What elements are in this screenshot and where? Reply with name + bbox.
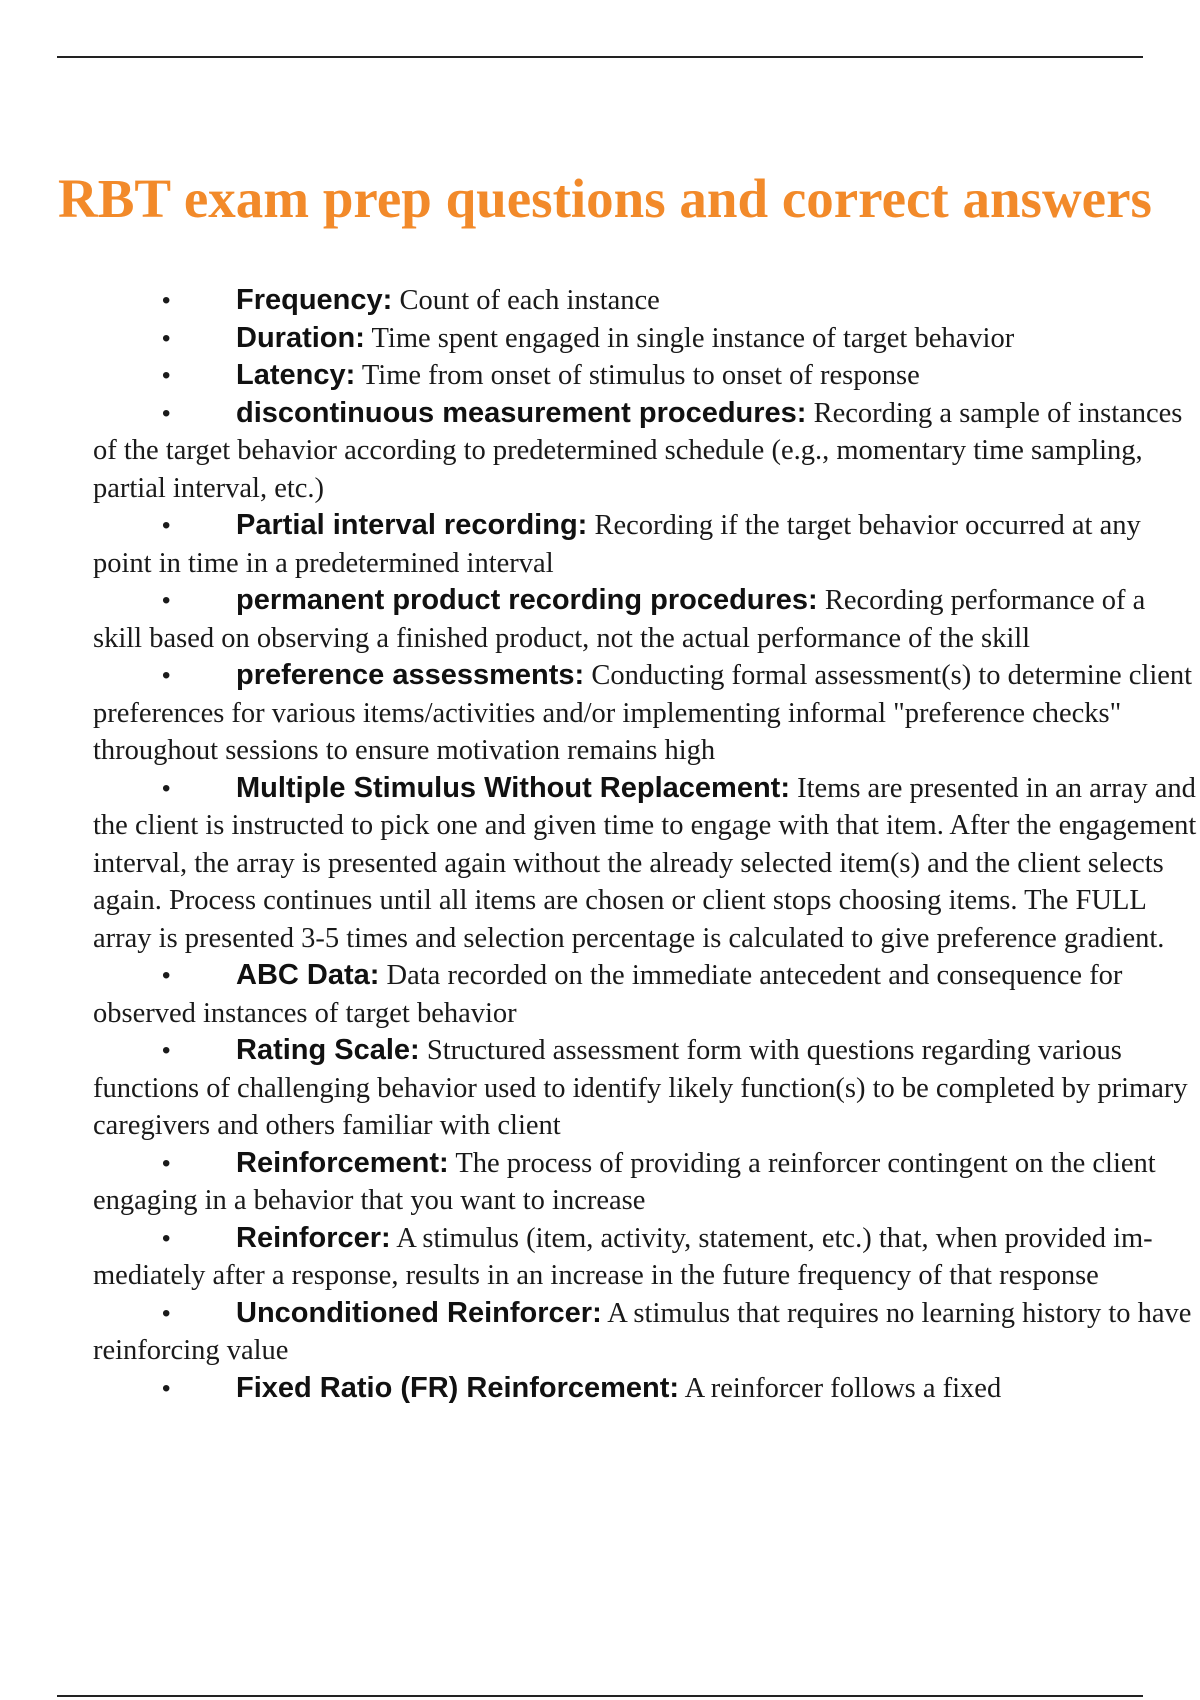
list-item (0, 1145, 1200, 1220)
entry-term: discontinuous measurement procedures: (236, 396, 807, 429)
list-item (0, 320, 1200, 358)
bullet-icon: • (162, 362, 171, 389)
bullet-icon: • (162, 1299, 171, 1327)
list-item (0, 395, 1200, 508)
list-item (0, 582, 1200, 657)
list-item (0, 507, 1200, 582)
entry-term: Duration: (236, 321, 365, 354)
bullet-icon: • (162, 587, 171, 614)
bullet-icon: • (162, 1037, 171, 1064)
bullet-icon: • (162, 774, 171, 802)
list-item (0, 657, 1200, 770)
entry-definition: Data recorded on the immediate antecedent and consequence for observed instances of target behavior (93, 960, 1123, 1029)
entry-term: permanent product recording procedures: (236, 584, 818, 616)
list-item (0, 770, 1200, 958)
entry-term: Reinforcement: (236, 1146, 449, 1179)
entry-term: Latency: (236, 359, 356, 391)
bullet-icon: • (162, 1224, 171, 1252)
list-item (0, 1032, 1200, 1145)
bullet-icon: • (162, 287, 171, 314)
bullet-icon: • (162, 512, 171, 539)
top-rule (57, 56, 1143, 58)
entry-term: Unconditioned Reinforcer: (236, 1296, 602, 1329)
entry-term: Fixed Ratio (FR) Reinforcement: (236, 1371, 680, 1404)
entry-term: Partial interval recording: (236, 509, 588, 541)
entry-term: preference assessments: (236, 659, 585, 691)
list-item (0, 1220, 1200, 1295)
entry-term: Reinforcer: (236, 1221, 391, 1254)
entry-term: Frequency: (236, 284, 393, 316)
entry-definition: Recording performance of a skill based on observing a finished product, not the actual performance of the skill (93, 585, 1146, 654)
list-item (0, 957, 1200, 1032)
entry-definition: Conducting formal assessment(s) to determine client preferences for various items/activities and/or implementing informal "preference checks" throughout sessions to ensure motivation remains high (93, 660, 1193, 766)
entry-definition: Structured assessment form with questions regarding various functions of challenging behavior used to identify likely function(s) to be completed by primary caregivers and others familiar with client (93, 1035, 1188, 1141)
entry-definition: A reinforcer follows a fixed (684, 1372, 1002, 1404)
entry-definition: A stimulus that requires no learning history to have reinforcing value (93, 1297, 1192, 1366)
entry-definition: The process of providing a reinforcer contingent on the client engaging in a behavior that you want to increase (93, 1147, 1156, 1216)
list-item (0, 1370, 1200, 1408)
bottom-rule (57, 1695, 1143, 1697)
bullet-icon: • (162, 399, 171, 427)
list-item (0, 1295, 1200, 1370)
entry-definition: Items are presented in an array and the client is instructed to pick one and given time to engage with that item. After the engagement interval, the array is presented again without the already selected item(s) and the client selects again. Process continues until all items are chosen or client stops choosing items. The FULL array is presented 3-5 times and selection percentage is calculated to give preference gradient. (93, 772, 1197, 954)
bullet-icon: • (162, 1149, 171, 1177)
list-item (0, 282, 1200, 320)
entry-definition: A stimulus (item, activity, statement, etc.) that, when provided im- mediately after a response, results in an increase in the future frequency of that response (93, 1222, 1153, 1291)
entry-term: Multiple Stimulus Without Replacement: (236, 771, 790, 804)
document-title: RBT exam prep questions and correct answers (58, 168, 1152, 229)
entry-definition: Recording a sample of instances of the target behavior according to predetermined schedule (e.g., momentary time sampling, partial interval, etc.) (93, 397, 1183, 504)
bullet-icon: • (162, 1374, 171, 1402)
entry-definition: Recording if the target behavior occurred at any point in time in a predetermined interval (93, 510, 1141, 579)
list-item (0, 357, 1200, 395)
bullet-icon: • (162, 324, 171, 352)
entry-definition: Time spent engaged in single instance of target behavior (371, 322, 1015, 354)
entry-term: ABC Data: (236, 959, 380, 991)
bullet-icon: • (162, 962, 171, 989)
glossary-list (0, 282, 1200, 1522)
entry-term: Rating Scale: (236, 1034, 420, 1066)
entry-definition: Count of each instance (399, 285, 660, 316)
bullet-icon: • (162, 662, 171, 689)
entry-definition: Time from onset of stimulus to onset of response (361, 360, 920, 391)
